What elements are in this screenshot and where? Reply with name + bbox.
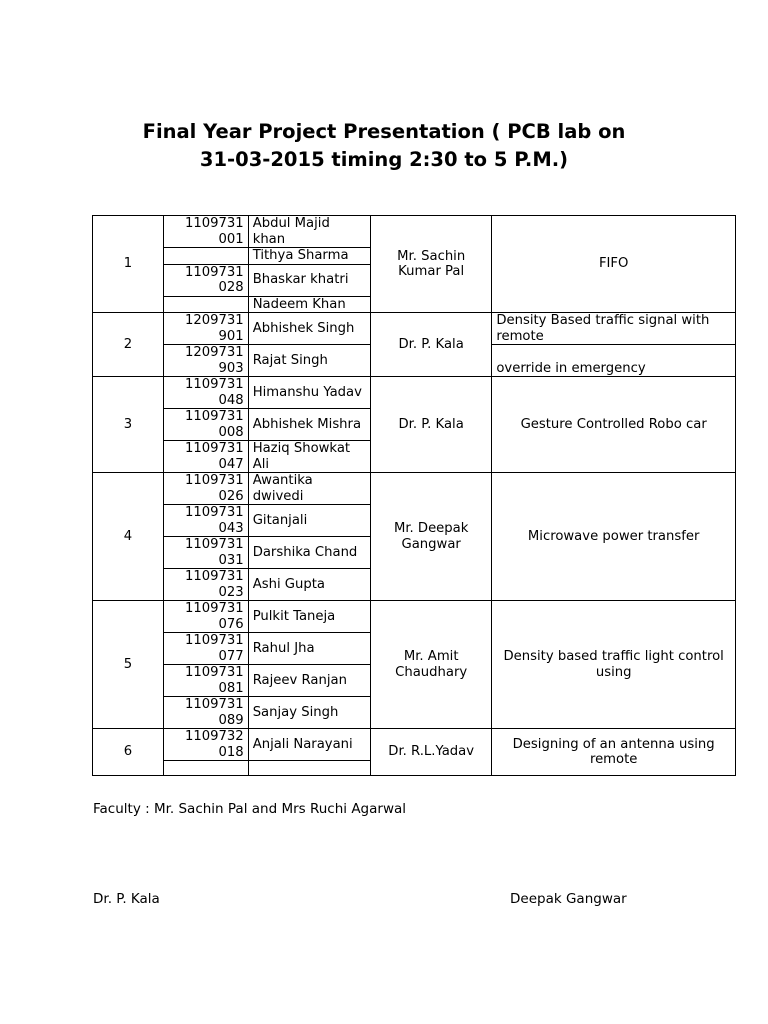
student-name: Haziq Showkat Ali [248,441,370,473]
roll-number: 1209731 901 [163,313,248,345]
guide-name: Dr. P. Kala [371,313,492,377]
project-title-line-2: override in emergency [492,345,736,377]
project-title: Density based traffic light control using [492,601,736,729]
guide-name: Mr. Amit Chaudhary [371,601,492,729]
serial-number: 6 [93,729,164,776]
serial-number: 4 [93,473,164,601]
roll-number: 1109731 023 [163,569,248,601]
student-name: Rajeev Ranjan [248,665,370,697]
guide-name: Dr. P. Kala [371,377,492,473]
roll-number [163,761,248,776]
roll-number [163,296,248,313]
roll-number: 1109731 048 [163,377,248,409]
serial-number: 3 [93,377,164,473]
signatory-right: Deepak Gangwar [510,891,627,907]
student-name: Tithya Sharma [248,248,370,265]
table-row [93,729,736,761]
student-name: Anjali Narayani [248,729,370,761]
roll-number [163,248,248,265]
table-row [93,473,736,505]
student-name: Abhishek Mishra [248,409,370,441]
serial-number: 1 [93,216,164,313]
roll-number: 1109731 028 [163,264,248,296]
roll-number: 1109731 026 [163,473,248,505]
student-name: Sanjay Singh [248,697,370,729]
roll-number: 1109731 089 [163,697,248,729]
project-title: Designing of an antenna using remote [492,729,736,776]
roll-number: 1109732 018 [163,729,248,761]
student-name: Rahul Jha [248,633,370,665]
serial-number: 5 [93,601,164,729]
table-row [93,216,736,248]
roll-number: 1109731 077 [163,633,248,665]
project-title: FIFO [492,216,736,313]
title-line-1: Final Year Project Presentation ( PCB lab on [142,120,626,143]
student-name: Awantika dwivedi [248,473,370,505]
document-title [0,118,768,174]
student-name: Abdul Majid khan [248,216,370,248]
roll-number: 1109731 081 [163,665,248,697]
guide-name: Mr. Sachin Kumar Pal [371,216,492,313]
table-row [93,601,736,633]
student-name: Ashi Gupta [248,569,370,601]
guide-name: Mr. Deepak Gangwar [371,473,492,601]
student-name [248,761,370,776]
roll-number: 1109731 008 [163,409,248,441]
student-name: Abhishek Singh [248,313,370,345]
roll-number: 1109731 047 [163,441,248,473]
roll-number: 1209731 903 [163,345,248,377]
table-row [93,313,736,345]
serial-number: 2 [93,313,164,377]
project-title-line-1: Density Based traffic signal with remote [492,313,736,345]
student-name: Bhaskar khatri [248,264,370,296]
student-name: Gitanjali [248,505,370,537]
roll-number: 1109731 031 [163,537,248,569]
project-schedule-table [92,215,736,776]
project-title: Microwave power transfer [492,473,736,601]
student-name: Nadeem Khan [248,296,370,313]
student-name: Rajat Singh [248,345,370,377]
signatory-left: Dr. P. Kala [93,891,160,907]
guide-name: Dr. R.L.Yadav [371,729,492,776]
student-name: Pulkit Taneja [248,601,370,633]
roll-number: 1109731 001 [163,216,248,248]
table-row [93,377,736,409]
project-title: Gesture Controlled Robo car [492,377,736,473]
student-name: Darshika Chand [248,537,370,569]
faculty-line: Faculty : Mr. Sachin Pal and Mrs Ruchi Agarwal [93,801,407,817]
student-name: Himanshu Yadav [248,377,370,409]
title-line-2: 31-03-2015 timing 2:30 to 5 P.M.) [199,148,569,171]
roll-number: 1109731 076 [163,601,248,633]
roll-number: 1109731 043 [163,505,248,537]
